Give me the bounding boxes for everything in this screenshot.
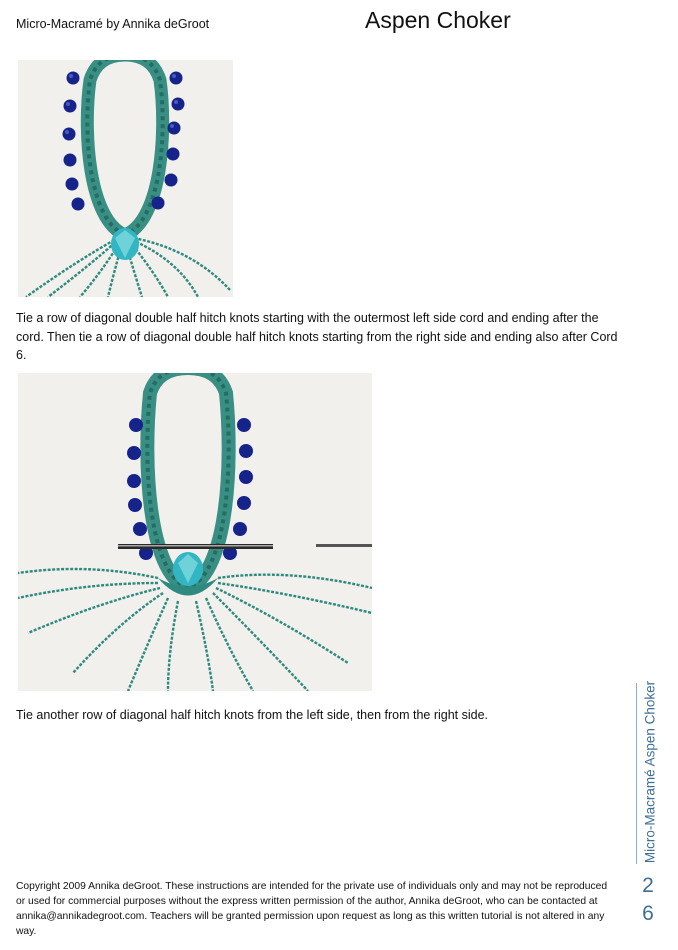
page-title: Aspen Choker	[365, 7, 511, 33]
page-number-digit-1: 2	[642, 874, 654, 897]
header-series-label: Micro-Macramé by Annika deGroot	[16, 17, 210, 31]
macrame-loop-photo-1	[18, 60, 233, 297]
sidebar-title: Micro-Macramé Aspen Choker	[642, 680, 658, 864]
sidebar-divider	[636, 683, 637, 864]
copyright-notice: Copyright 2009 Annika deGroot. These instructions are intended for the private use of individuals only and may not be reproduced or used for commercial purposes without the express written permission of the author, Annika deGroot, who can be contacted at annika@annikadegroot.com. Teachers will be granted permission upon request as long as this written tutorial is not altered in any way.	[16, 881, 608, 937]
step-photo-1	[18, 60, 233, 297]
step-text-1: Tie a row of diagonal double half hitch knots starting with the outermost left side cord and ending after the cord. Then tie a row of diagonal double half hitch knots starting from the right side and ending also after Cord 6.	[16, 311, 618, 362]
step-text-2: Tie another row of diagonal half hitch knots from the left side, then from the right side.	[16, 708, 489, 722]
page-number-digit-2: 6	[642, 902, 654, 925]
macrame-loop-photo-2	[18, 373, 372, 691]
step-photo-2	[18, 373, 372, 691]
